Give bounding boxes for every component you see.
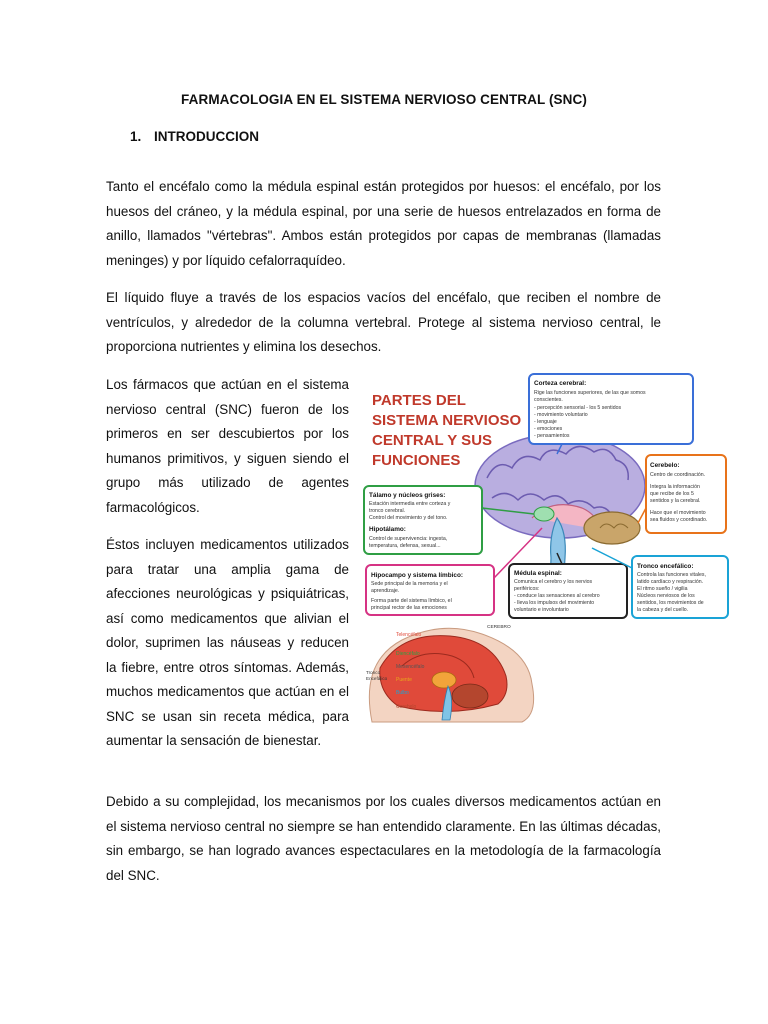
- hipocampo-line-4: principal rector de las emociones: [371, 605, 447, 611]
- tronco-line-6: la cabeza y del cuello.: [637, 607, 689, 613]
- talamo-line-2: tronco cerebral.: [369, 508, 406, 514]
- paragraph-2: El líquido fluye a través de los espacios vacíos del encéfalo, que reciben el nombre de ventrículos, y alrededor de la columna vertebral. Protege al sistema nervioso central, le proporciona nutrientes y elimina los desechos.: [106, 290, 661, 355]
- infographic-title-line-1: PARTES DEL: [372, 392, 466, 409]
- tronco-line-2: latido cardíaco y respiración.: [637, 579, 704, 585]
- tronco-title: Tronco encefálico:: [637, 563, 694, 570]
- label-cerebelo: Cerebelo: [396, 704, 417, 710]
- infographic-title-line-4: FUNCIONES: [372, 452, 461, 469]
- medula-line-3: - conduce las sensaciones al cerebro: [514, 593, 600, 599]
- corteza-line-3: - percepción sensorial - los 5 sentidos: [534, 405, 622, 411]
- corteza-title: Corteza cerebral:: [534, 380, 587, 387]
- cns-infographic: [362, 368, 730, 724]
- medula-espinal-box: [509, 553, 627, 618]
- hipocampo-line-3: Forma parte del sistema límbico, el: [371, 598, 452, 604]
- corteza-cerebral-box: [529, 374, 693, 454]
- hipotalamo-line-1: Control de supervivencia: ingesta,: [369, 536, 448, 542]
- corteza-line-7: - pensamientos: [534, 433, 570, 439]
- tronco-encefalico-label-line-2: Encefálico: [366, 676, 388, 681]
- cerebelo-line-1: Centro de coordinación.: [650, 472, 706, 478]
- label-telencefalo: Telencéfalo: [396, 632, 422, 638]
- tronco-line-1: Controla las funciones vitales,: [637, 572, 706, 578]
- medula-line-5: voluntario e involuntario: [514, 607, 569, 613]
- talamo-line-3: Control del movimiento y del tono.: [369, 515, 448, 521]
- label-bulbo: Bulbo: [396, 690, 409, 696]
- talamo-title: Tálamo y núcleos grises:: [369, 492, 446, 499]
- tronco-line-3: El ritmo sueño / vigilia: [637, 586, 688, 592]
- cerebelo-line-5: Hace que el movimiento: [650, 510, 706, 516]
- corteza-line-5: - lenguaje: [534, 419, 557, 425]
- hipocampo-title: Hipocampo y sistema límbico:: [371, 572, 463, 579]
- medula-title: Médula espinal:: [514, 570, 562, 577]
- tronco-line-4: Núcleos nerviosos de los: [637, 593, 695, 599]
- corteza-line-4: - movimiento voluntario: [534, 412, 588, 418]
- label-diencefalo: Diencéfalo: [396, 651, 420, 657]
- corteza-line-2: conscientes.: [534, 397, 563, 403]
- paragraph-5: Debido a su complejidad, los mecanismos por los cuales diversos medicamentos actúan en el sistema nervioso central no siempre se han entendido claramente. En las últimas décadas, sin embargo, se han logrado avances espectaculares en la metodología de la farmacología del SNC.: [106, 794, 661, 883]
- talamo-line-1: Estación intermedia entre corteza y: [369, 501, 451, 507]
- corteza-line-1: Rige las funciones superiores, de las que somos: [534, 390, 646, 396]
- medula-line-1: Comunica el cerebro y los nervios: [514, 579, 593, 585]
- label-puente: Puente: [396, 677, 412, 683]
- cns-infographic-svg: [362, 368, 730, 724]
- hipocampo-line-1: Sede principal de la memoria y el: [371, 581, 448, 587]
- paragraph-1: Tanto el encéfalo como la médula espinal están protegidos por huesos: el encéfalo, por los huesos del cráneo, y la médula espinal, por una serie de huesos entrelazados en forma de anillo, llamados "vértebras". Ambos están protegidos por capas de membranas (llamadas meninges) y por líquido cefalorraquídeo.: [106, 179, 661, 268]
- cerebelo-line-4: sentidos y la cerebral.: [650, 498, 701, 504]
- cerebelo-title: Cerebelo:: [650, 462, 680, 469]
- tronco-line-5: sentidos, los movimientos de: [637, 600, 704, 606]
- cerebro-label: CEREBRO: [487, 625, 511, 630]
- cerebelo-line-2: Integra la información: [650, 484, 700, 490]
- tronco-encefalico-label-line-1: Tronco: [366, 670, 381, 675]
- hipotalamo-line-2: temperatura, defensa, sexual...: [369, 543, 441, 549]
- paragraph-3: Los fármacos que actúan en el sistema nervioso central (SNC) fueron de los primeros en ser descubiertos por los humanos primitivos, y siguen siendo el grupo más utilizado de agentes farmacológicos.: [106, 377, 349, 515]
- paragraph-4: Éstos incluyen medicamentos utilizados para tratar una amplia gama de afecciones neurológicas y psiquiátricas, así como medicamentos que alivian el dolor, suprimen las náuseas y reducen la fiebre, entre otros síntomas. Además, muchos medicamentos que actúan en el SNC se usan sin receta médica, para aumentar la sensación de bienestar.: [106, 537, 349, 749]
- cerebelo-box: [638, 455, 726, 533]
- section-title: INTRODUCCION: [154, 129, 259, 144]
- infographic-title-line-2: SISTEMA NERVIOSO: [372, 412, 522, 429]
- hipotalamo-title: Hipotálamo:: [369, 526, 406, 533]
- section-number: 1.: [130, 129, 142, 144]
- cerebelo-line-3: que recibe de los 5: [650, 491, 694, 497]
- infographic-title-line-3: CENTRAL Y SUS: [372, 432, 493, 449]
- medula-line-2: periféricos:: [514, 586, 540, 592]
- sagittal-brain-illustration: [366, 624, 534, 722]
- medula-line-4: - lleva los impulsos del movimiento: [514, 600, 595, 606]
- corteza-line-6: - emociones: [534, 426, 563, 432]
- document-title: FARMACOLOGIA EN EL SISTEMA NERVIOSO CENTRAL (SNC): [181, 92, 587, 107]
- cerebelo-line-6: sea fluidos y coordinado.: [650, 517, 708, 523]
- hipocampo-line-2: aprendizaje.: [371, 588, 400, 594]
- label-mesencefalo: Mesencéfalo: [396, 664, 425, 670]
